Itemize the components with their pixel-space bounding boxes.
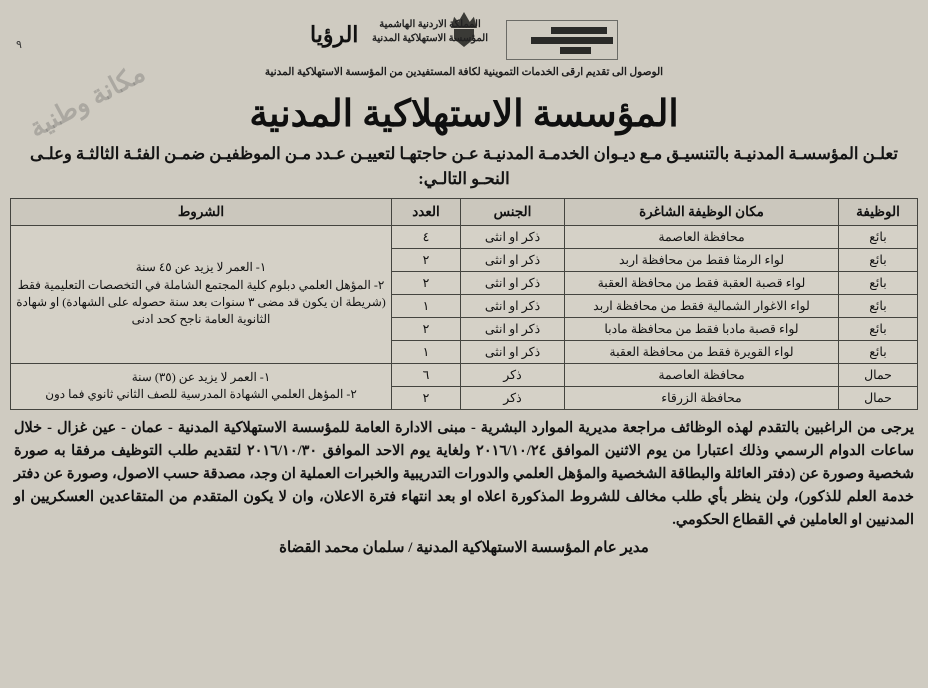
header-tagline: الوصول الى تقديم ارقى الخدمات التموينية لكافة المستفيدين من المؤسسة الاستهلاكية المدنية (264, 67, 664, 78)
column-header-place: مكان الوظيفة الشاغرة (565, 198, 839, 225)
cell-place: لواء قصبة مادبا فقط من محافظة مادبا (565, 317, 839, 340)
cell-count: ٢ (392, 271, 461, 294)
brand-mark (310, 22, 358, 48)
condition-line: ٢- المؤهل العلمي دبلوم كلية المجتمع الشاملة في التخصصات التعليمية فقط (شريطة ان يكون قد مضى ٣ سنوات بعد سنة حصوله على الشهادة) او شهادة الثانوية العامة ناجح كحد ادنى (16, 277, 386, 327)
cell-place: محافظة العاصمة (565, 225, 839, 248)
cell-count: ١ (392, 340, 461, 363)
cell-gender: ذكر او انثى (461, 340, 565, 363)
column-header-conditions: الشروط (11, 198, 392, 225)
cell-gender: ذكر او انثى (461, 248, 565, 271)
column-header-job: الوظيفة (839, 198, 918, 225)
page-title-text: المؤسسة الاستهلاكية المدنية (249, 94, 679, 135)
cell-job: حمال (839, 363, 918, 386)
table-header-row (11, 198, 918, 225)
condition-line: ١- العمر لا يزيد عن ٤٥ سنة (135, 260, 267, 275)
cell-gender: ذكر او انثى (461, 317, 565, 340)
page-number: ٩ (16, 39, 22, 51)
cell-job: بائع (839, 317, 918, 340)
intro-paragraph: تعلـن المؤسسـة المدنيـة بالتنسيـق مـع ديـوان الخدمـة المدنيـة عـن حاجتهـا لتعييـن عـدد مـن الموظفيـن ضمـن الفئـة الثالثـة وعلـى النحـو التالـي: (30, 144, 898, 188)
table-row (11, 363, 918, 386)
organization-name (372, 18, 488, 45)
cell-place: محافظة العاصمة (565, 363, 839, 386)
condition-line: ٢- المؤهل العلمي الشهادة المدرسية للصف الثاني ثانوي فما دون (45, 387, 357, 401)
cell-count: ٤ (392, 225, 461, 248)
cell-job: حمال (839, 386, 918, 409)
condition-line: ١- العمر لا يزيد عن (٣٥) سنة (131, 369, 271, 384)
cell-place: لواء الاغوار الشمالية فقط من محافظة اربد (565, 294, 839, 317)
cell-place: لواء القويرة فقط من محافظة العقبة (565, 340, 839, 363)
cell-gender: ذكر او انثى (461, 225, 565, 248)
cell-job: بائع (839, 225, 918, 248)
cell-job: بائع (839, 271, 918, 294)
cell-job: بائع (839, 340, 918, 363)
document-header (10, 8, 918, 90)
cell-job: بائع (839, 248, 918, 271)
cell-gender: ذكر او انثى (461, 294, 565, 317)
cell-place: لواء قصبة العقبة فقط من محافظة العقبة (565, 271, 839, 294)
cell-count: ٦ (392, 363, 461, 386)
cell-gender: ذكر (461, 386, 565, 409)
column-header-gender: الجنس (461, 198, 565, 225)
newspaper-logo-icon (506, 20, 618, 60)
table-row (11, 225, 918, 248)
cell-gender: ذكر (461, 363, 565, 386)
organization-line-1: المملكة الاردنية الهاشمية (379, 19, 481, 30)
application-instructions: يرجى من الراغبين بالتقدم لهذه الوظائف مراجعة مديرية الموارد البشرية - مبنى الادارة العامة للمؤسسة الاستهلاكية المدنية - عمان - عين غزال - خلال ساعات الدوام الرسمي وذلك اعتبارا من يوم الاثنين الموافق ٢٠١٦/١٠/٢٤ ولغاية يوم الاحد الموافق ٢٠١٦/١٠/٣٠ لتقديم طلب التوظيف مرفقا به صورة شخصية وصورة عن (دفتر العائلة والبطاقة الشخصية والمؤهل العلمي والدورات التدريبية والخبرات العملية ان وجد، مصدقة حسب الاصول، وصورة عن دفتر خدمة العلم للذكور)، ولن ينظر بأي طلب مخالف للشروط المذكورة اعلاه او بعد انتهاء فترة الاعلان، وان لا يكون المتقدم من المتقاعدين العسكريين او المدنيين او العاملين في القطاع الحكومي. (14, 419, 914, 529)
cell-conditions-porter (11, 363, 392, 409)
cell-place: محافظة الزرقاء (565, 386, 839, 409)
brand-name: الرؤيا (310, 22, 359, 47)
cell-conditions-seller (11, 225, 392, 363)
cell-job: بائع (839, 294, 918, 317)
signature-line: مدير عام المؤسسة الاستهلاكية المدنية / سلمان محمد القضاة (279, 540, 649, 557)
vacancies-table (10, 198, 918, 410)
watermark-text: مكانة وطنية (24, 57, 150, 144)
organization-line-2: المؤسسة الاستهلاكية المدنية (371, 32, 488, 44)
cell-count: ٢ (392, 386, 461, 409)
cell-count: ١ (392, 294, 461, 317)
cell-gender: ذكر او انثى (461, 271, 565, 294)
column-header-count: العدد (392, 198, 461, 225)
cell-count: ٢ (392, 248, 461, 271)
cell-count: ٢ (392, 317, 461, 340)
cell-place: لواء الرمثا فقط من محافظة اربد (565, 248, 839, 271)
